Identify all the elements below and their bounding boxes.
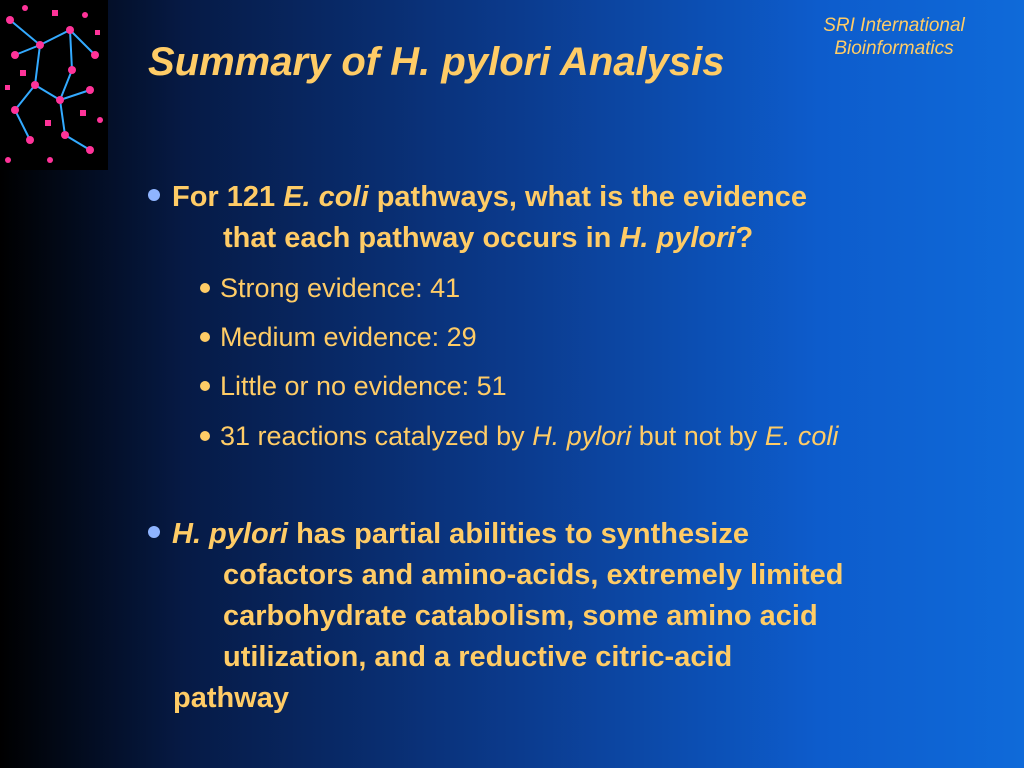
- bullet1-continuation: [148, 218, 968, 259]
- sub-bullet-text-a: 31 reactions catalyzed by: [220, 421, 533, 451]
- sub-bullet-text-c: but not by: [631, 421, 765, 451]
- bullet1-text-c: pathways, what is the evidence: [368, 181, 808, 213]
- slide-title: Summary of H. pylori Analysis: [148, 40, 725, 84]
- sub-bullet-little: [200, 371, 507, 401]
- bullet2-text-b: has partial abilities to synthesize: [288, 518, 749, 550]
- bullet2-line-2: cofactors and amino-acids, extremely limited: [223, 559, 844, 591]
- pathway-logo-icon: [0, 0, 108, 170]
- bullet-pathway-evidence: [148, 177, 968, 259]
- sub-bullet-dot-icon: [200, 381, 210, 391]
- sub-bullet-text: Little or no evidence: 51: [220, 371, 507, 401]
- sub-bullet-text-b: H. pylori: [532, 421, 632, 451]
- bullet-dot-icon: [148, 189, 160, 201]
- sub-bullet-dot-icon: [200, 332, 210, 342]
- organization-label: [794, 14, 994, 60]
- bullet2-line-5: pathway: [173, 682, 290, 714]
- sub-bullet-strong: [200, 273, 460, 303]
- sub-bullet-medium: [200, 322, 477, 352]
- sub-bullet-text: Strong evidence: 41: [220, 273, 461, 303]
- bullet1-text-a: For 121: [172, 181, 284, 213]
- bullet1-text-d: that each pathway occurs in: [223, 222, 620, 254]
- org-line-2: Bioinformatics: [834, 38, 954, 59]
- bullet1-text-f: ?: [735, 222, 754, 254]
- bullet1-text-e: H. pylori: [619, 222, 736, 254]
- bullet2-text-a: H. pylori: [172, 518, 289, 550]
- sub-bullet-text: Medium evidence: 29: [220, 322, 477, 352]
- org-line-1: SRI International: [823, 15, 965, 36]
- bullet2-line-4: utilization, and a reductive citric-acid: [223, 641, 733, 673]
- sub-bullet-dot-icon: [200, 431, 210, 441]
- bullet-dot-icon: [148, 526, 160, 538]
- sub-bullet-dot-icon: [200, 283, 210, 293]
- bullet1-text-b: E. coli: [283, 181, 369, 213]
- sub-bullet-reactions: [200, 421, 838, 451]
- bullet-partial-abilities: [148, 514, 998, 719]
- bullet2-line-3: carbohydrate catabolism, some amino acid: [223, 600, 818, 632]
- sub-bullet-text-d: E. coli: [764, 421, 839, 451]
